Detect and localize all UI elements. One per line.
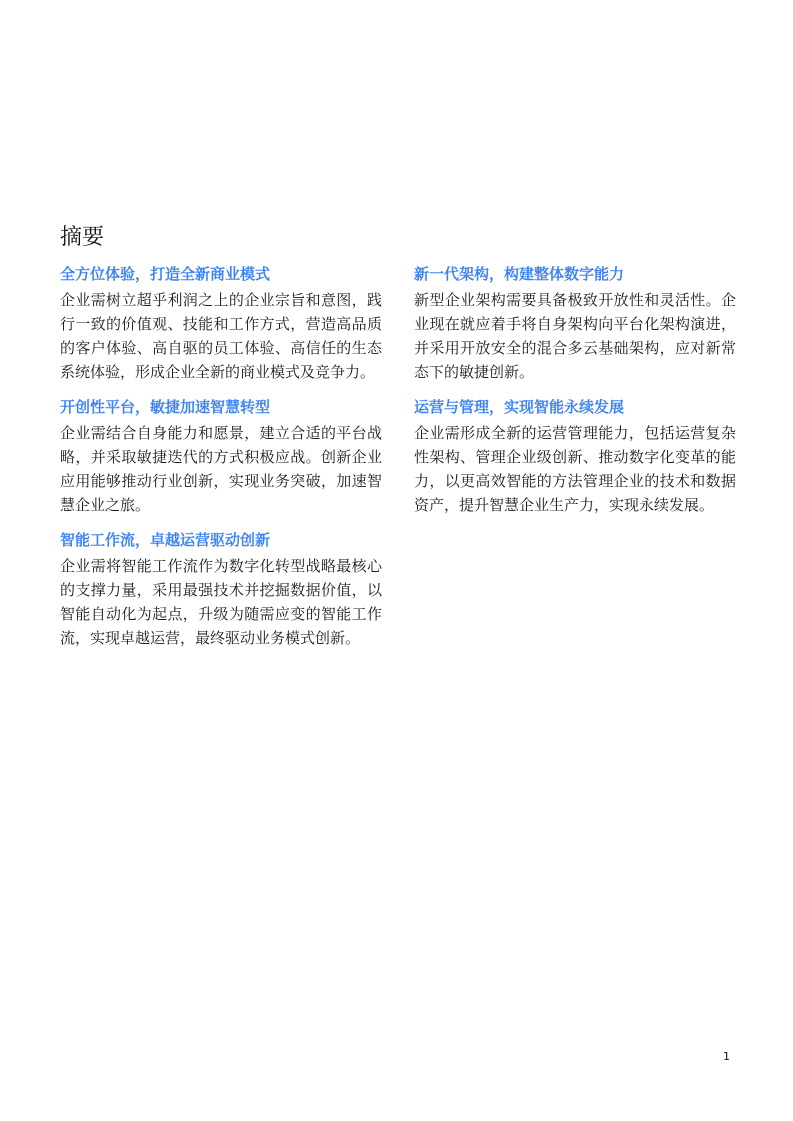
section-omnichannel-experience	[60, 264, 382, 384]
section-body: 企业需形成全新的运营管理能力，包括运营复杂性架构、管理企业级创新、推动数字化变革的能力，以更高效智能的方法管理企业的技术和数据资产，提升智慧企业生产力，实现永续发展。	[414, 424, 736, 514]
section-heading: 全方位体验，打造全新商业模式	[60, 265, 271, 283]
section-pioneering-platform	[60, 397, 382, 517]
section-heading: 开创性平台，敏捷加速智慧转型	[60, 398, 271, 416]
section-next-gen-architecture	[414, 264, 736, 384]
section-intelligent-workflow	[60, 530, 382, 650]
page-title: 摘要	[60, 225, 105, 250]
section-body: 新型企业架构需要具备极致开放性和灵活性。企业现在就应着手将自身架构向平台化架构演进，并采用开放安全的混合多云基础架构，应对新常态下的敏捷创新。	[414, 291, 736, 381]
page-number: 1	[723, 1050, 730, 1063]
section-operations-management	[414, 397, 736, 517]
section-body: 企业需结合自身能力和愿景，建立合适的平台战略，并采取敏捷迭代的方式积极应战。创新企业应用能够推动行业创新，实现业务突破，加速智慧企业之旅。	[60, 424, 382, 514]
section-heading: 新一代架构，构建整体数字能力	[414, 265, 625, 283]
right-column	[414, 264, 736, 530]
section-heading: 智能工作流，卓越运营驱动创新	[60, 531, 271, 549]
left-column	[60, 264, 382, 663]
section-body: 企业需树立超乎利润之上的企业宗旨和意图，践行一致的价值观、技能和工作方式，营造高品质的客户体验、高自驱的员工体验、高信任的生态系统体验，形成企业全新的商业模式及竞争力。	[60, 291, 382, 381]
section-heading: 运营与管理，实现智能永续发展	[414, 398, 625, 416]
section-body: 企业需将智能工作流作为数字化转型战略最核心的支撑力量，采用最强技术并挖掘数据价值，以智能自动化为起点，升级为随需应变的智能工作流，实现卓越运营，最终驱动业务模式创新。	[60, 557, 382, 647]
